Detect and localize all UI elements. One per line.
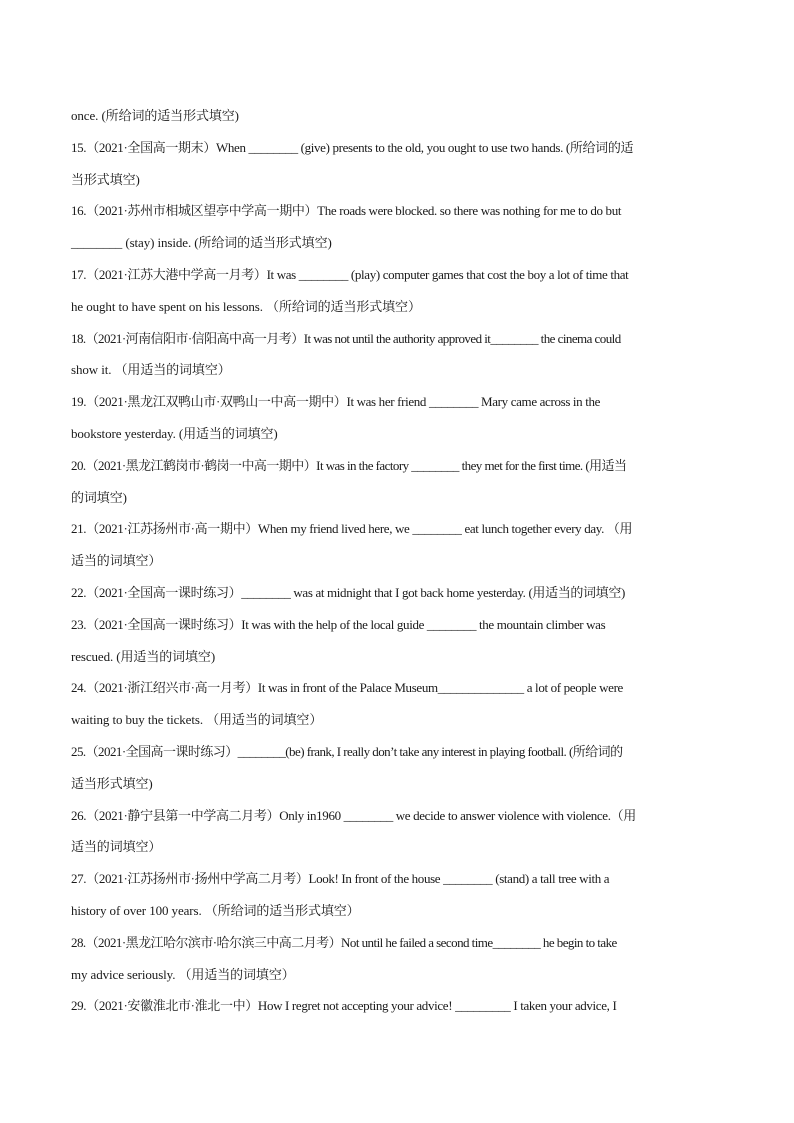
text-line: bookstore yesterday. (用适当的词填空): [71, 425, 278, 441]
text-line: waiting to buy the tickets. （用适当的词填空）: [71, 712, 323, 728]
question-24: 24.（2021·浙江绍兴市·高一月考）It was in front of the Palace Museum______________ a lot of people were: [71, 680, 623, 696]
question-25: 25.（2021·全国高一课时练习）________(be) frank, I really don’t take any interest in playing football. (所给词的: [71, 743, 623, 759]
question-27: 27.（2021·江苏扬州市·扬州中学高二月考）Look! In front of the house ________ (stand) a tall tree with a: [71, 871, 610, 887]
question-18: 18.（2021·河南信阳市·信阳高中高一月考）It was not until the authority approved it________ the cinema could: [71, 330, 621, 346]
text-line: history of over 100 years. （所给词的适当形式填空）: [71, 902, 360, 918]
text-line: my advice seriously. （用适当的词填空）: [71, 966, 295, 982]
question-19: 19.（2021·黑龙江双鸭山市·双鸭山一中高一期中）It was her friend ________ Mary came across in the: [71, 394, 601, 410]
text-line: 适当的词填空）: [71, 553, 162, 569]
text-line: 当形式填空): [71, 171, 140, 187]
question-17: 17.（2021·江苏大港中学高一月考）It was ________ (play) computer games that cost the boy a lot of time that: [71, 266, 629, 282]
question-20: 20.（2021·黑龙江鹤岗市·鹤岗一中高一期中）It was in the factory ________ they met for the first time. (用适当: [71, 457, 627, 473]
text-line: 适当的词填空）: [71, 839, 162, 855]
question-29: 29.（2021·安徽淮北市·淮北一中）How I regret not accepting your advice! _________ I taken your advice, I: [71, 998, 617, 1014]
text-line: he ought to have spent on his lessons. （所给词的适当形式填空）: [71, 298, 421, 314]
question-26: 26.（2021·静宁县第一中学高二月考）Only in1960 ________ we decide to answer violence with violence.（用: [71, 807, 636, 823]
question-15: 15.（2021·全国高一期末）When ________ (give) presents to the old, you ought to use two hands. (所给词的适: [71, 139, 634, 155]
text-line: rescued. (用适当的词填空): [71, 648, 216, 664]
document-page: [71, 100, 723, 1022]
text-line: once. (所给词的适当形式填空): [71, 108, 239, 123]
question-22: 22.（2021·全国高一课时练习）________ was at midnight that I got back home yesterday. (用适当的词填空): [71, 584, 625, 600]
question-23: 23.（2021·全国高一课时练习）It was with the help of the local guide ________ the mountain climber was: [71, 616, 606, 632]
text-line: show it. （用适当的词填空）: [71, 362, 231, 378]
text-line: ________ (stay) inside. (所给词的适当形式填空): [71, 235, 332, 251]
text-line: 的词填空): [71, 489, 127, 505]
text-line: 适当形式填空): [71, 775, 153, 791]
question-21: 21.（2021·江苏扬州市·高一期中）When my friend lived here, we ________ eat lunch together every day. （用: [71, 521, 633, 537]
question-28: 28.（2021·黑龙江哈尔滨市·哈尔滨三中高二月考）Not until he failed a second time________ he begin to take: [71, 934, 617, 950]
question-16: 16.（2021·苏州市相城区望亭中学高一期中）The roads were blocked. so there was nothing for me to do but: [71, 203, 622, 219]
